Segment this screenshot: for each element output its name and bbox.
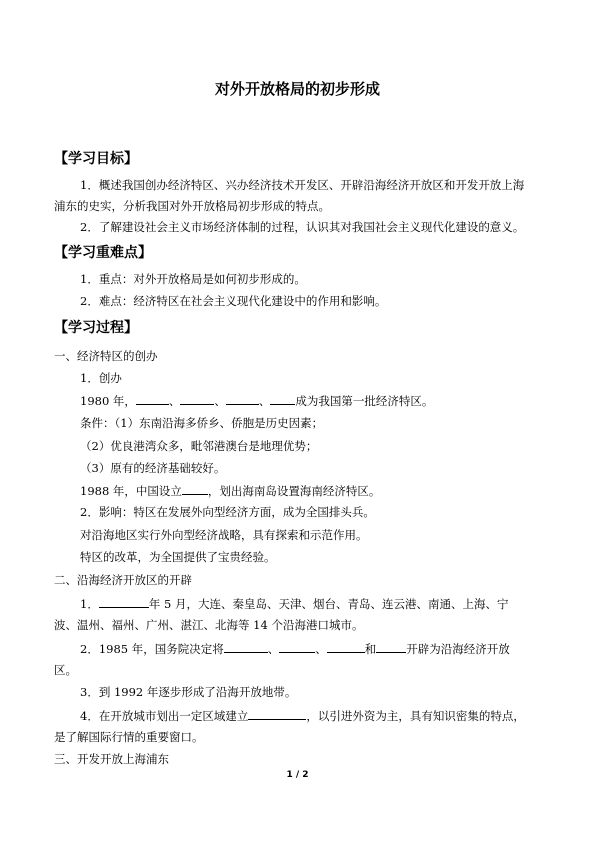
blank-1988[interactable] [182,482,208,495]
point-1-suffix: 年 5 月，大连、秦皇岛、天津、烟台、青岛、连云港、南通、上海、宁 [148,597,509,611]
point-4-prefix: 4．在开放城市划出一定区域建立 [80,709,249,723]
point-2-prefix: 2．1985 年，国务院决定将 [80,642,224,656]
blank-zone[interactable] [248,707,306,720]
key-point-1: 1．重点：对外开放格局是如何初步形成的。 [80,272,306,286]
blank-region-2[interactable] [279,640,315,653]
blank-year[interactable] [99,595,149,608]
and-word: 和 [364,642,377,656]
section-2-point-3: 3．到 1992 年逐步形成了沿海开放地带。 [80,685,297,699]
blank-region-3[interactable] [327,640,365,653]
blank-1980-4[interactable] [270,392,295,405]
separator: 、 [315,642,327,656]
line-1980-prefix: 1980 年， [80,394,136,408]
influence-2: 对沿海地区实行外向型经济战略，具有探索和示范作用。 [80,528,368,542]
line-1988 [80,482,380,499]
section-3-title: 三、开发开放上海浦东 [54,752,169,766]
separator: 、 [214,394,226,408]
blank-region-1[interactable] [224,640,268,653]
condition-1: 条件：（1）东南沿海多侨乡、侨胞是历史因素； [80,416,324,430]
separator: 、 [267,642,280,656]
blank-1980-1[interactable] [136,392,169,405]
influence-3: 特区的改革，为全国提供了宝贵经验。 [80,550,276,564]
section-2-point-2 [80,640,510,657]
influence-1: 2．影响：特区在发展外向型经济方面，成为全国排头兵。 [80,505,375,519]
line-1988-prefix: 1988 年，中国设立 [80,484,182,498]
blank-1980-2[interactable] [180,392,214,405]
goal-2: 2．了解建设社会主义市场经济体制的过程，认识其对我国社会主义现代化建设的意义。 [80,220,525,234]
section-2-point-1-cont: 波、温州、福州、广州、湛江、北海等 14 个沿海港口城市。 [54,618,364,632]
point-4-suffix: ，以引进外资为主，具有知识密集的特点， [306,709,525,723]
section-1-sub-1: 1．创办 [80,371,122,385]
section-2-title: 二、沿海经济开放区的开辟 [54,573,192,587]
goal-1-line-2: 浦东的史实，分析我国对外开放格局初步形成的特点。 [54,199,330,213]
blank-region-4[interactable] [376,640,406,653]
line-1980-suffix: 成为我国第一批经济特区。 [295,394,434,408]
line-1988-suffix: ，划出海南岛设置海南经济特区。 [207,484,381,498]
section-2-point-4-cont: 是了解国际行情的重要窗口。 [54,730,204,744]
section-2-point-1 [80,595,508,612]
separator: 、 [168,394,181,408]
heading-process: 【学习过程】 [54,320,138,336]
heading-goals: 【学习目标】 [54,151,138,167]
section-1-title: 一、经济特区的创办 [54,349,158,363]
condition-3: （3）原有的经济基础较好。 [80,461,226,475]
blank-1980-3[interactable] [226,392,259,405]
point-1-prefix: 1． [80,597,99,611]
section-2-point-2-cont: 区。 [54,663,77,677]
separator: 、 [258,394,271,408]
page-number: 1 / 2 [286,770,309,780]
page-title: 对外开放格局的初步形成 [214,80,380,98]
condition-2: （2）优良港湾众多，毗邻港澳台是地理优势； [80,439,318,453]
point-2-suffix: 开辟为沿海经济开放 [406,642,510,656]
section-2-point-4 [80,707,525,724]
line-1980 [80,392,433,409]
heading-key-points: 【学习重难点】 [54,245,152,261]
key-point-2: 2．难点：经济特区在社会主义现代化建设中的作用和影响。 [80,294,387,308]
goal-1-line-1: 1．概述我国创办经济特区、兴办经济技术开发区、开辟沿海经济开放区和开发开放上海 [80,178,525,192]
